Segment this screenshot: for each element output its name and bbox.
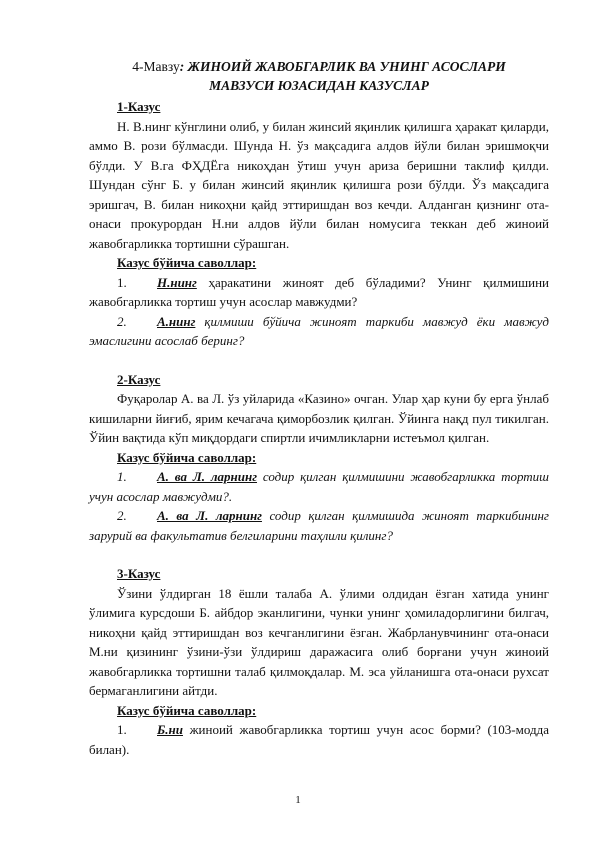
question-number: 1.	[117, 274, 127, 290]
question-item	[89, 720, 549, 759]
question-number: 2.	[117, 313, 127, 329]
question-text: жиноий жавобгарликка тортиш учун асос борми? (103-модда билан).	[89, 722, 549, 757]
question-item	[89, 467, 549, 506]
case-text: Фуқаролар А. ва Л. ўз уйларида «Казино» очган. Улар ҳар куни бу ерга ўнлаб кишиларни йиғиб, ярим кечагача қиморбозлик қилган. Ўйинга нақд пул тикилган. Ўйин вақтида кўп миқдордаги спиртли ичимликларни истеъмол қилган.	[89, 391, 549, 445]
questions-heading: Казус бўйича саволлар:	[117, 702, 257, 718]
question-text: содир қилган қилмишида жиноят таркибининг зарурий ва факультатив белгиларини таҳлили қилинг?	[89, 508, 549, 543]
spacer	[89, 545, 549, 564]
title-main: : ЖИНОИЙ ЖАВОБГАРЛИК ВА УНИНГ АСОСЛАРИ	[179, 59, 506, 74]
question-number: 1.	[117, 722, 127, 737]
case-heading: 2-Казус	[117, 371, 161, 387]
question-subject: А. ва Л. ларнинг	[157, 508, 262, 523]
question-text: ҳаракатини жиноят деб бўладими? Унинг қилмишини жавобгарликка тортиш учун асослар мавжудми?	[89, 274, 549, 309]
question-subject: А. ва Л. ларнинг	[157, 469, 258, 484]
page-number: 1	[295, 794, 301, 806]
question-text: содир қилган қилмишини жавобгарликка тортиш учун асослар мавжудми?.	[89, 469, 549, 504]
question-subject: А.нинг	[157, 313, 196, 329]
document-title	[89, 57, 549, 95]
title-lead: 4-Мавзу	[132, 59, 180, 74]
title-second-line: МАВЗУСИ ЮЗАСИДАН КАЗУСЛАР	[209, 78, 429, 93]
question-item	[89, 273, 549, 312]
document-body	[89, 57, 549, 759]
question-text: қилмиши бўйича жиноят таркиби мавжуд ёки мавжуд эмаслигини асослаб беринг?	[89, 313, 549, 348]
case-text: Н. В.нинг кўнглини олиб, у билан жинсий яқинлик қилишга ҳаракат қиларди, аммо В. рози бўлмасди. Шунда Н. ўз мақсадига алдов йўли билан эришмоқчи бўлди. У В.га ФҲДЁга никоҳдан ўтиш учун ариза беришни таклиф қилди. Шундан сўнг Б. у билан жинсий яқинлик қилишга рози бўлди. Ўз мақсадига эришгач, В. билан никоҳни қайд эттиришдан воз кечди. Алданган қизнинг ота-онаси прокурордан Н.ни алдов йўли билан номусига теккан деб жиноий жавобгарликка тортишни сўрашган.	[89, 118, 549, 251]
question-subject: Н.нинг	[157, 274, 197, 290]
questions-heading: Казус бўйича саволлар:	[117, 449, 257, 465]
question-subject: Б.ни	[157, 722, 183, 737]
case-text: Ўзини ўлдирган 18 ёшли талаба А. ўлими олдидан ёзган хатида унинг ўлимига курсдоши Б. айбдор эканлигини, чунки унинг ҳомиладорлигини билгач, никоҳни қайд эттиришдан воз кечганлигини ёзган. Жабрланувчининг ота-онаси М.ни қизининг ўзини-ўзи ўлдириш даражасига олиб борғани учун жиноий жавобгарликка тортишни талаб қилмоқдалар. М. эса уйланишга ота-онаси рухсат бермаганлигини айтди.	[89, 585, 549, 698]
question-number: 1.	[117, 469, 127, 484]
question-item	[89, 312, 549, 351]
question-number: 2.	[117, 508, 127, 523]
spacer	[89, 351, 549, 370]
questions-heading: Казус бўйича саволлар:	[117, 255, 257, 270]
question-item	[89, 506, 549, 545]
case-heading: 3-Казус	[117, 566, 161, 581]
case-heading: 1-Казус	[117, 99, 161, 114]
